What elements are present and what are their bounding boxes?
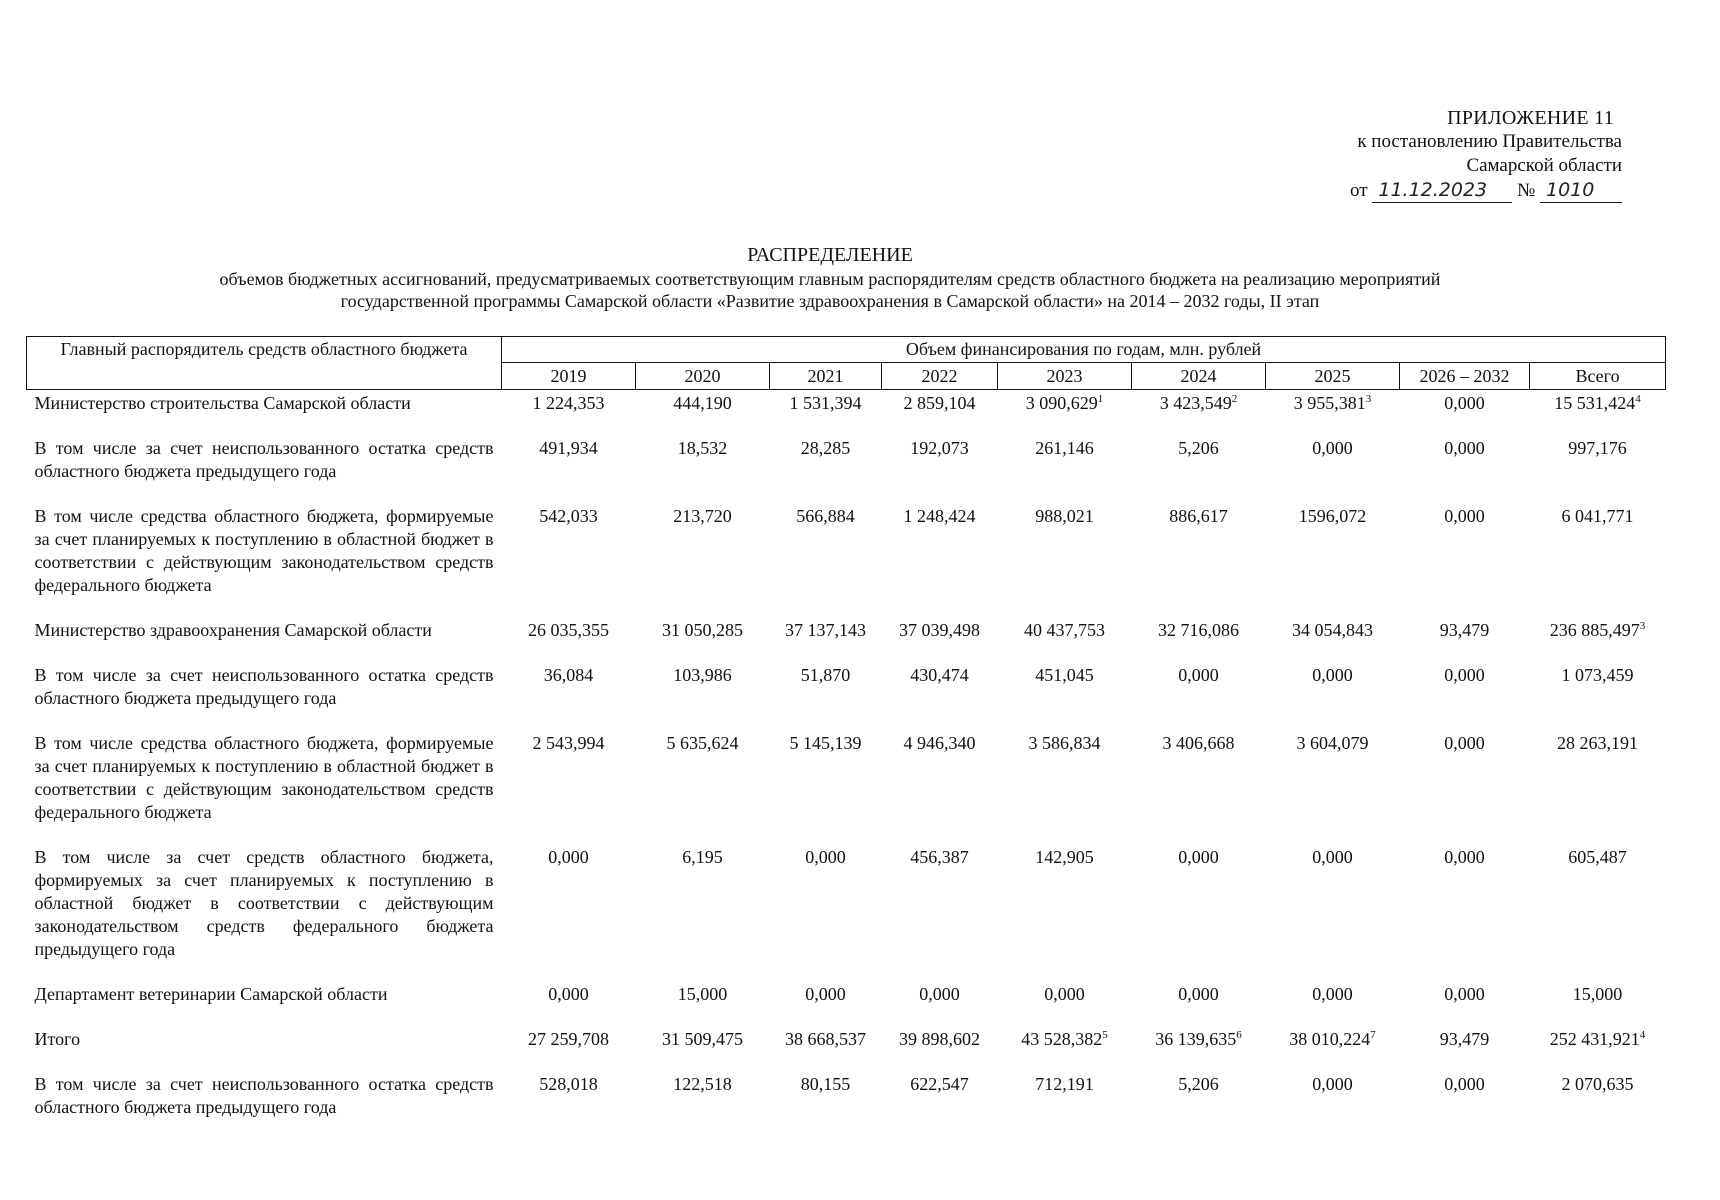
value-text: 6,195	[682, 847, 723, 867]
value-cell	[1530, 1026, 1666, 1071]
value-cell	[636, 617, 770, 662]
value-text: 36 139,635	[1155, 1029, 1237, 1049]
value-cell	[636, 981, 770, 1026]
year-header: 2020	[636, 363, 770, 390]
value-text: 1 224,353	[532, 393, 605, 413]
heading-line-1: объемов бюджетных ассигнований, предусматриваемых соответствующим главным распорядителям средств областного бюджета на реализацию мероприятий	[219, 269, 1441, 289]
value-text: 18,532	[677, 438, 728, 458]
footnote-marker: 4	[1635, 393, 1641, 405]
value-text: 93,479	[1439, 620, 1490, 640]
value-text: 31 050,285	[662, 620, 743, 640]
value-text: 5,206	[1178, 1074, 1219, 1094]
footnote-marker: 3	[1365, 393, 1372, 405]
value-text: 0,000	[1444, 665, 1485, 685]
value-cell	[1266, 503, 1400, 617]
value-cell	[636, 1071, 770, 1139]
table-row	[27, 730, 1666, 844]
row-label: В том числе за счет средств областного бюджета, формируемых за счет планируемых к поступлению в областной бюджет в соответствии с действующим законодательством средств федерального бюджета предыдущего года	[34, 847, 494, 959]
year-header: 2022	[882, 363, 998, 390]
year-header: Всего	[1530, 363, 1666, 390]
value-text: 528,018	[539, 1074, 598, 1094]
value-cell	[1266, 1026, 1400, 1071]
table-row	[27, 1026, 1666, 1071]
value-text: 0,000	[1444, 438, 1485, 458]
table-row	[27, 1071, 1666, 1139]
heading-title: РАСПРЕДЕЛЕНИЕ	[747, 244, 913, 266]
value-cell	[1266, 390, 1400, 436]
value-text: 37 137,143	[785, 620, 866, 640]
value-text: 1596,072	[1298, 506, 1367, 526]
value-text: 31 509,475	[662, 1029, 743, 1049]
table-row	[27, 390, 1666, 436]
value-cell	[502, 662, 636, 730]
value-text: 5 635,624	[666, 733, 739, 753]
footnote-marker: 7	[1370, 1029, 1376, 1041]
value-cell	[502, 435, 636, 503]
table-row	[27, 662, 1666, 730]
value-cell	[882, 617, 998, 662]
value-text: 4 946,340	[903, 733, 976, 753]
table-row	[27, 981, 1666, 1026]
year-header: 2019	[502, 363, 636, 390]
value-text: 15,000	[1572, 984, 1623, 1004]
value-cell	[1530, 730, 1666, 844]
value-text: 0,000	[1312, 438, 1353, 458]
value-text: 28 263,191	[1557, 733, 1639, 753]
value-text: 28,285	[800, 438, 851, 458]
appendix-line-1: к постановлению Правительства	[1357, 131, 1622, 152]
value-cell	[636, 503, 770, 617]
table-row	[27, 503, 1666, 617]
row-label: Итого	[34, 1029, 81, 1049]
handwritten-number: 1010	[1540, 178, 1622, 203]
value-text: 0,000	[1312, 1074, 1353, 1094]
value-text: 3 955,381	[1293, 393, 1366, 413]
table-row	[27, 617, 1666, 662]
value-cell	[998, 1026, 1132, 1071]
value-text: 252 431,921	[1549, 1029, 1640, 1049]
value-cell	[1132, 617, 1266, 662]
value-cell	[1132, 435, 1266, 503]
value-text: 0,000	[548, 847, 589, 867]
year-header: 2024	[1132, 363, 1266, 390]
value-text: 430,474	[910, 665, 969, 685]
value-text: 37 039,498	[899, 620, 980, 640]
value-cell	[1400, 844, 1530, 981]
value-cell	[1266, 844, 1400, 981]
value-text: 542,033	[539, 506, 598, 526]
value-cell	[502, 981, 636, 1026]
from-label: от	[1350, 180, 1368, 201]
value-text: 0,000	[1178, 847, 1219, 867]
value-text: 3 423,549	[1159, 393, 1232, 413]
value-cell	[998, 730, 1132, 844]
value-cell	[1132, 1026, 1266, 1071]
value-cell	[1530, 1071, 1666, 1139]
footnote-marker: 6	[1236, 1029, 1242, 1041]
footnote-marker: 5	[1102, 1029, 1108, 1041]
value-text: 5 145,139	[789, 733, 862, 753]
value-cell	[770, 1071, 882, 1139]
value-text: 6 041,771	[1561, 506, 1634, 526]
value-cell	[998, 662, 1132, 730]
value-cell	[502, 390, 636, 436]
value-text: 80,155	[800, 1074, 851, 1094]
value-text: 0,000	[1178, 984, 1219, 1004]
value-cell	[1530, 662, 1666, 730]
value-cell	[1132, 390, 1266, 436]
value-cell	[1266, 435, 1400, 503]
value-text: 456,387	[910, 847, 969, 867]
value-text: 0,000	[1312, 984, 1353, 1004]
value-cell	[502, 503, 636, 617]
value-text: 5,206	[1178, 438, 1219, 458]
value-text: 566,884	[796, 506, 855, 526]
value-text: 0,000	[805, 847, 846, 867]
value-text: 43 528,382	[1021, 1029, 1103, 1049]
value-text: 0,000	[1312, 847, 1353, 867]
value-text: 26 035,355	[528, 620, 609, 640]
value-text: 261,146	[1035, 438, 1094, 458]
value-cell	[1266, 730, 1400, 844]
value-cell	[1132, 1071, 1266, 1139]
value-text: 0,000	[1444, 506, 1485, 526]
row-label: В том числе средства областного бюджета, формируемые за счет планируемых к поступлению в областной бюджет в соответствии с действующим законодательством средств федерального бюджета	[34, 733, 494, 822]
year-header: 2023	[998, 363, 1132, 390]
value-cell	[1132, 981, 1266, 1026]
value-text: 34 054,843	[1292, 620, 1373, 640]
value-text: 451,045	[1035, 665, 1094, 685]
value-text: 0,000	[1178, 665, 1219, 685]
value-cell	[998, 1071, 1132, 1139]
value-cell	[636, 1026, 770, 1071]
value-cell	[770, 662, 882, 730]
value-cell	[1400, 1026, 1530, 1071]
value-cell	[1266, 662, 1400, 730]
heading-line-2: государственной программы Самарской области «Развитие здравоохранения в Самарской области» на 2014 – 2032 годы, II этап	[340, 291, 1320, 311]
appendix-date-number	[1302, 178, 1622, 203]
value-text: 886,617	[1169, 506, 1228, 526]
value-cell	[502, 730, 636, 844]
value-cell	[636, 844, 770, 981]
value-cell	[1530, 390, 1666, 436]
row-label: Министерство строительства Самарской области	[34, 393, 411, 413]
row-label: В том числе средства областного бюджета, формируемые за счет планируемых к поступлению в областной бюджет в соответствии с действующим законодательством средств федерального бюджета	[34, 506, 494, 595]
value-text: 15,000	[677, 984, 728, 1004]
value-text: 15 531,424	[1554, 393, 1636, 413]
value-cell	[770, 617, 882, 662]
value-cell	[998, 617, 1132, 662]
value-cell	[1266, 981, 1400, 1026]
value-cell	[1400, 1071, 1530, 1139]
value-text: 2 543,994	[532, 733, 605, 753]
value-text: 3 604,079	[1296, 733, 1369, 753]
value-cell	[882, 981, 998, 1026]
value-cell	[770, 1026, 882, 1071]
value-text: 93,479	[1439, 1029, 1490, 1049]
year-header: 2025	[1266, 363, 1400, 390]
value-cell	[882, 662, 998, 730]
column-header-funding-group: Объем финансирования по годам, млн. рублей	[502, 337, 1666, 363]
value-text: 38 010,224	[1289, 1029, 1371, 1049]
value-cell	[770, 503, 882, 617]
footnote-marker: 3	[1639, 620, 1646, 632]
value-text: 988,021	[1035, 506, 1094, 526]
value-text: 997,176	[1568, 438, 1627, 458]
value-text: 3 090,629	[1025, 393, 1098, 413]
value-text: 38 668,537	[785, 1029, 866, 1049]
value-cell	[1400, 390, 1530, 436]
footnote-marker: 1	[1097, 393, 1104, 405]
value-cell	[770, 390, 882, 436]
value-text: 213,720	[673, 506, 732, 526]
value-text: 0,000	[1444, 733, 1485, 753]
value-text: 0,000	[1444, 393, 1485, 413]
value-text: 712,191	[1035, 1074, 1094, 1094]
row-label: Департамент ветеринарии Самарской области	[34, 984, 388, 1004]
value-cell	[882, 1026, 998, 1071]
table-body	[27, 390, 1666, 1140]
value-text: 0,000	[1312, 665, 1353, 685]
appendix-title: ПРИЛОЖЕНИЕ 11	[1447, 107, 1614, 129]
value-cell	[770, 435, 882, 503]
value-text: 0,000	[1044, 984, 1085, 1004]
value-text: 40 437,753	[1024, 620, 1105, 640]
value-text: 192,073	[910, 438, 969, 458]
value-cell	[882, 1071, 998, 1139]
value-text: 103,986	[673, 665, 732, 685]
value-cell	[1530, 435, 1666, 503]
value-text: 605,487	[1568, 847, 1627, 867]
value-cell	[1530, 981, 1666, 1026]
table-row	[27, 435, 1666, 503]
value-cell	[636, 390, 770, 436]
funding-table-wrapper	[26, 336, 1665, 1139]
footnote-marker: 4	[1639, 1029, 1646, 1041]
value-cell	[1400, 730, 1530, 844]
value-cell	[1400, 435, 1530, 503]
value-cell	[1132, 503, 1266, 617]
value-cell	[1530, 617, 1666, 662]
value-text: 1 248,424	[903, 506, 976, 526]
value-text: 0,000	[1444, 1074, 1485, 1094]
value-text: 39 898,602	[899, 1029, 980, 1049]
value-cell	[1530, 844, 1666, 981]
column-header-distributor: Главный распорядитель средств областного бюджета	[27, 337, 502, 390]
footnote-marker: 2	[1231, 393, 1238, 405]
value-cell	[882, 390, 998, 436]
value-cell	[770, 844, 882, 981]
value-text: 236 885,497	[1549, 620, 1640, 640]
value-text: 3 406,668	[1162, 733, 1235, 753]
value-text: 0,000	[548, 984, 589, 1004]
value-cell	[998, 981, 1132, 1026]
value-text: 3 586,834	[1028, 733, 1101, 753]
value-text: 36,084	[543, 665, 594, 685]
funding-table	[26, 336, 1666, 1139]
value-cell	[1132, 730, 1266, 844]
handwritten-date: 11.12.2023	[1372, 178, 1512, 203]
value-cell	[770, 730, 882, 844]
value-cell	[882, 503, 998, 617]
value-cell	[998, 844, 1132, 981]
value-text: 142,905	[1035, 847, 1094, 867]
value-cell	[998, 435, 1132, 503]
value-cell	[998, 503, 1132, 617]
value-text: 122,518	[673, 1074, 732, 1094]
value-cell	[882, 730, 998, 844]
value-text: 27 259,708	[528, 1029, 609, 1049]
value-text: 0,000	[1444, 847, 1485, 867]
value-cell	[1400, 981, 1530, 1026]
value-cell	[770, 981, 882, 1026]
value-text: 2 859,104	[903, 393, 976, 413]
value-cell	[1400, 662, 1530, 730]
value-text: 1 073,459	[1561, 665, 1634, 685]
value-cell	[1530, 503, 1666, 617]
value-cell	[636, 662, 770, 730]
value-text: 0,000	[919, 984, 960, 1004]
value-text: 0,000	[1444, 984, 1485, 1004]
value-text: 444,190	[673, 393, 732, 413]
row-label: В том числе за счет неиспользованного остатка средств областного бюджета предыдущего года	[34, 665, 494, 708]
value-cell	[636, 435, 770, 503]
value-cell	[1266, 1071, 1400, 1139]
value-text: 491,934	[539, 438, 598, 458]
value-cell	[502, 1026, 636, 1071]
value-cell	[1132, 662, 1266, 730]
row-label: В том числе за счет неиспользованного остатка средств областного бюджета предыдущего года	[34, 1074, 494, 1117]
number-label: №	[1517, 180, 1536, 201]
value-cell	[502, 617, 636, 662]
value-cell	[636, 730, 770, 844]
value-text: 32 716,086	[1158, 620, 1239, 640]
value-cell	[882, 435, 998, 503]
value-cell	[1132, 844, 1266, 981]
value-cell	[502, 844, 636, 981]
value-cell	[882, 844, 998, 981]
year-header: 2026 – 2032	[1400, 363, 1530, 390]
value-cell	[998, 390, 1132, 436]
value-text: 51,870	[800, 665, 851, 685]
table-row	[27, 844, 1666, 981]
value-cell	[1266, 617, 1400, 662]
value-cell	[502, 1071, 636, 1139]
value-cell	[1400, 503, 1530, 617]
value-cell	[1400, 617, 1530, 662]
appendix-line-2: Самарской области	[1466, 155, 1622, 176]
appendix-block	[1302, 106, 1622, 203]
value-text: 2 070,635	[1561, 1074, 1634, 1094]
row-label: В том числе за счет неиспользованного остатка средств областного бюджета предыдущего года	[34, 438, 494, 481]
value-text: 0,000	[805, 984, 846, 1004]
value-text: 1 531,394	[789, 393, 862, 413]
row-label: Министерство здравоохранения Самарской области	[34, 620, 432, 640]
year-header: 2021	[770, 363, 882, 390]
value-text: 622,547	[910, 1074, 969, 1094]
document-heading	[100, 244, 1560, 312]
